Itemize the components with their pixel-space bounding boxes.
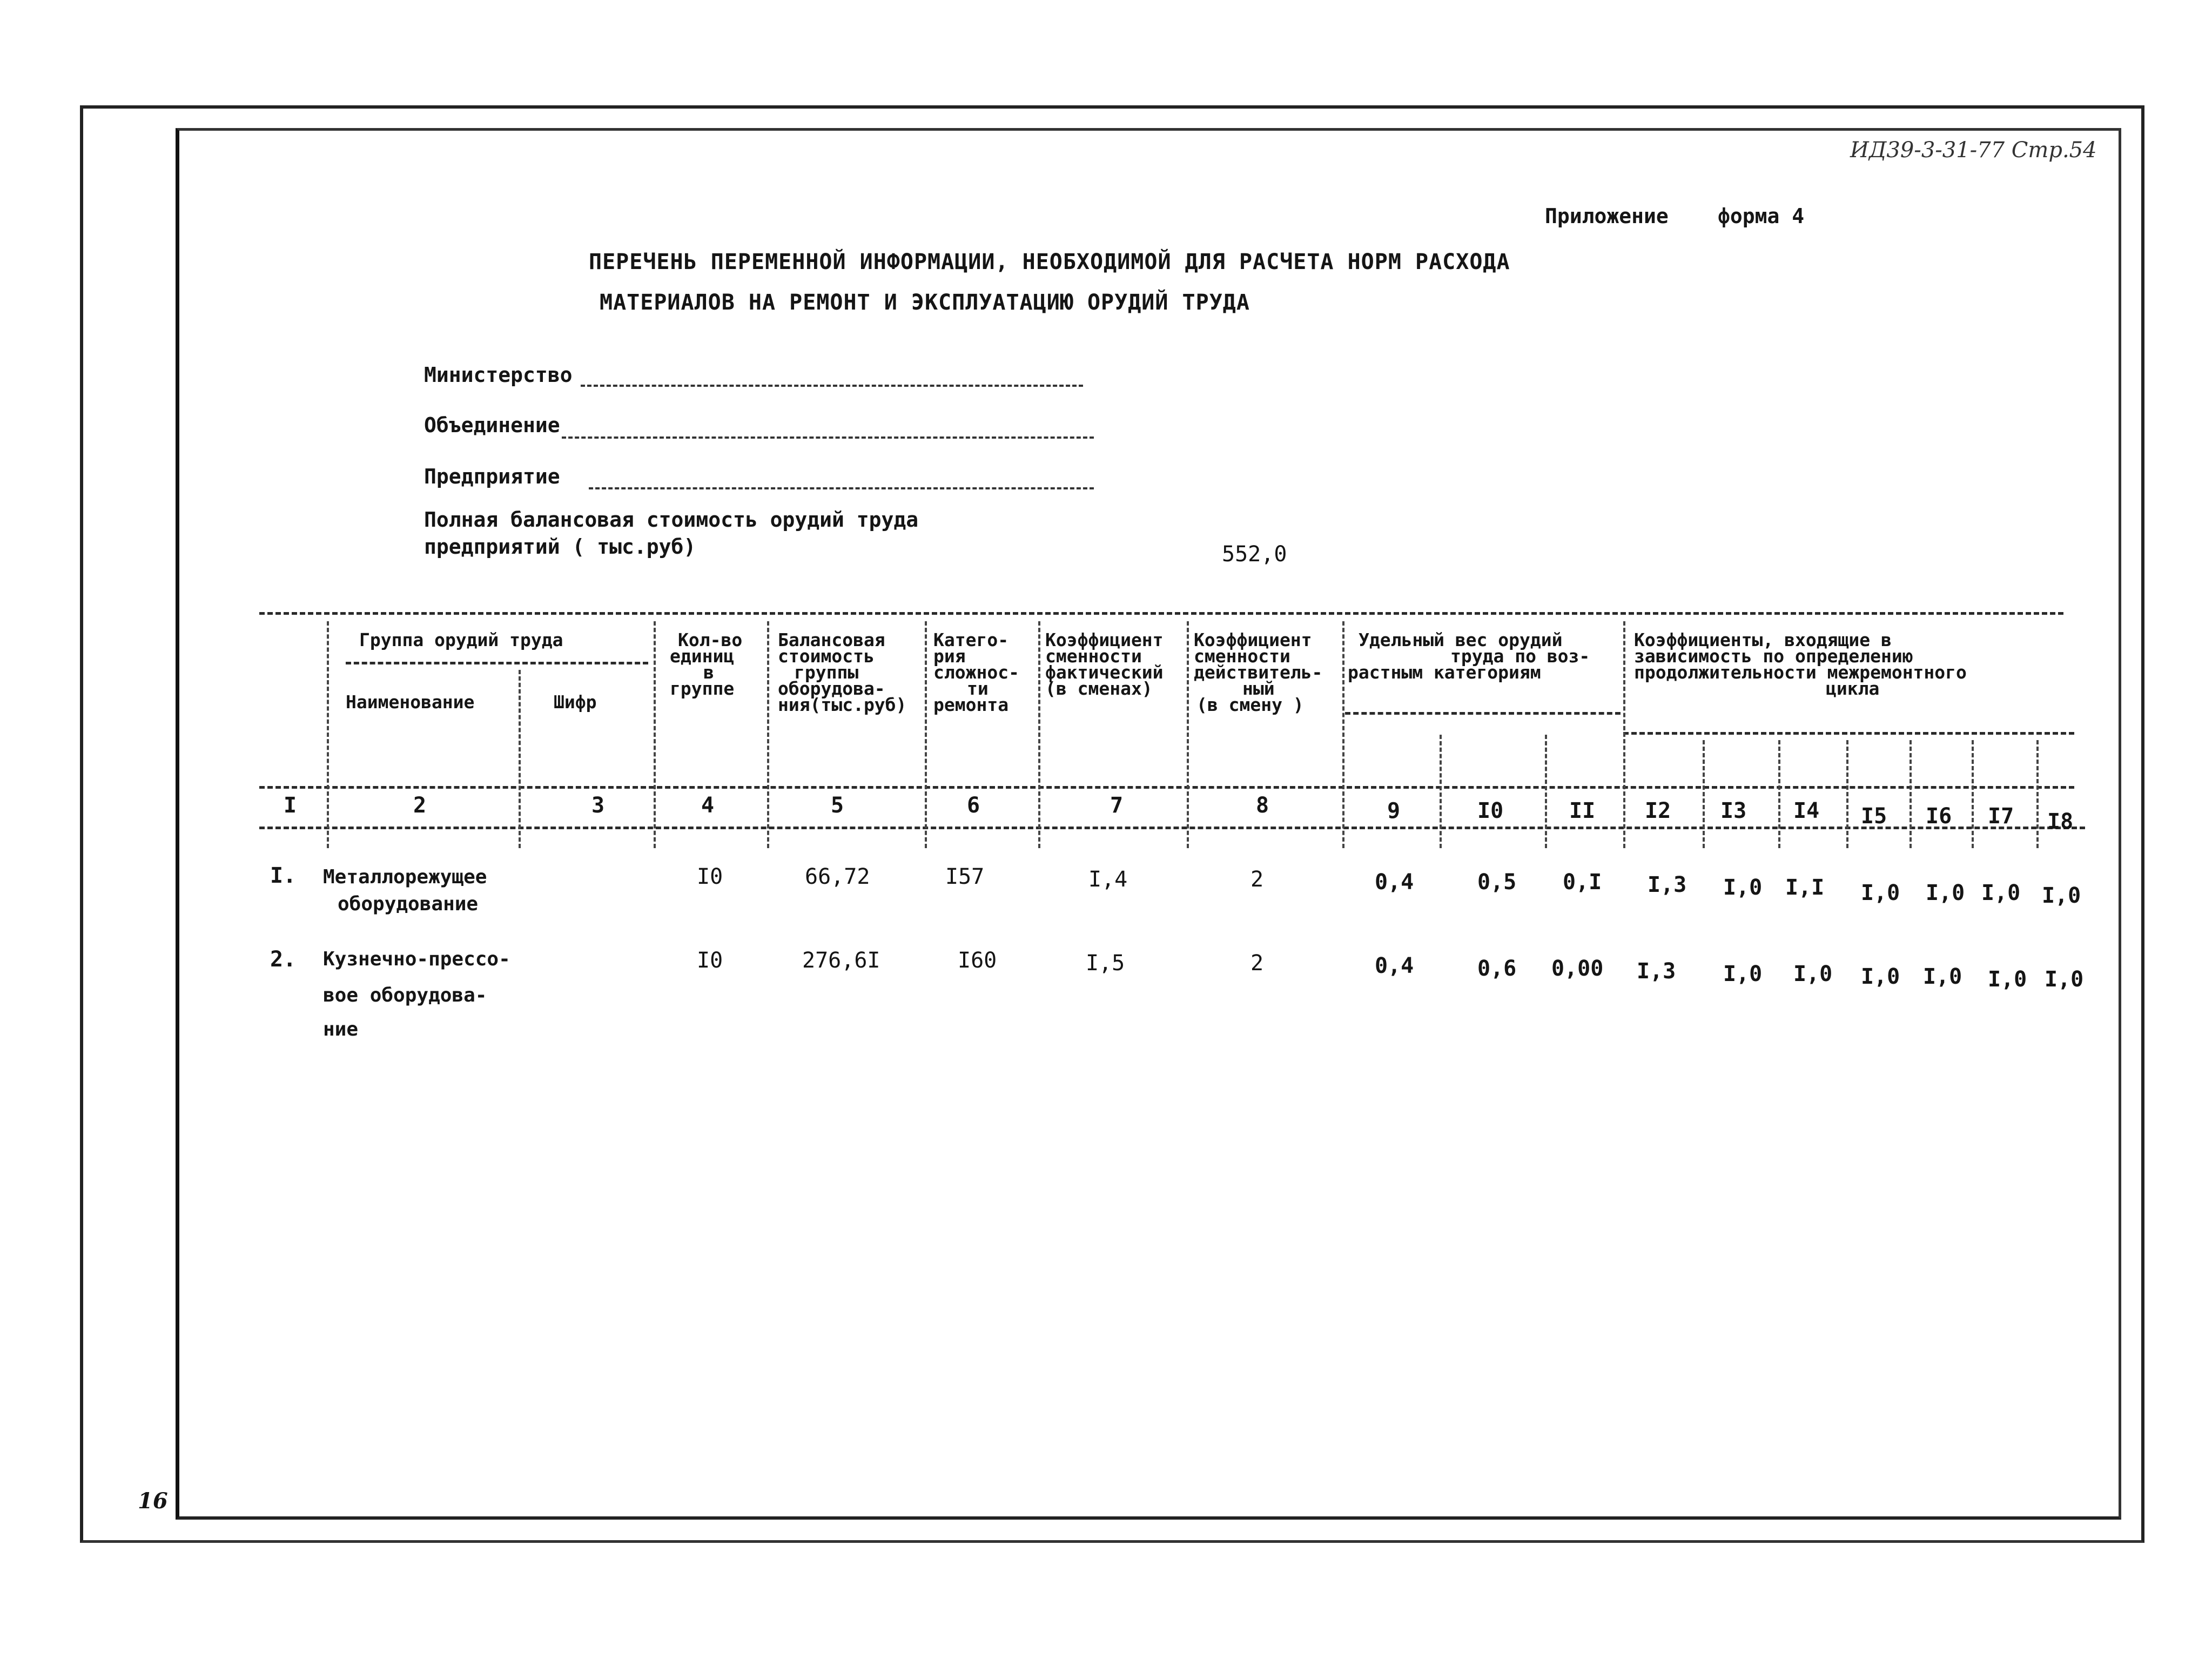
table-row-shift-actual: I,5 xyxy=(1086,951,1125,976)
table-row-cost: 276,6I xyxy=(802,948,880,973)
header-group: Группа орудий труда xyxy=(359,629,563,650)
header-coeff-2: зависимость по определению xyxy=(1634,646,1913,667)
header-category-1: Катего- xyxy=(933,629,1009,650)
header-category-3: сложнос- xyxy=(933,662,1019,683)
sep-7 xyxy=(1187,621,1189,848)
sep-9 xyxy=(1440,735,1442,848)
col-number: I8 xyxy=(2047,809,2074,834)
association-label: Объединение xyxy=(424,413,560,437)
header-qty-2: единиц xyxy=(670,646,735,667)
header-shift-valid-4: ный xyxy=(1242,678,1275,699)
header-category-4: ти xyxy=(967,678,989,699)
header-code: Шифр xyxy=(554,691,597,713)
header-cost-1: Балансовая xyxy=(778,629,885,650)
table-row-shift-valid: 2 xyxy=(1250,951,1264,976)
col-number: 9 xyxy=(1387,798,1401,823)
ministry-line xyxy=(581,385,1083,387)
header-category-5: ремонта xyxy=(933,694,1009,715)
total-cost-label-1: Полная балансовая стоимость орудий труда xyxy=(424,508,919,532)
col-number: I6 xyxy=(1926,804,1952,829)
sep-13 xyxy=(1778,740,1780,848)
table-row-shift-valid: 2 xyxy=(1250,867,1264,892)
table-row-name: Металлорежущее xyxy=(323,866,487,888)
header-shift-actual-4: (в сменах) xyxy=(1045,678,1153,699)
table-top-rule xyxy=(259,612,2063,615)
numbers-top-rule xyxy=(259,786,2074,789)
total-cost-value: 552,0 xyxy=(1222,542,1287,567)
coeff-header-rule xyxy=(1623,732,2074,735)
table-row-category: I60 xyxy=(958,948,997,973)
table-cell: I,0 xyxy=(1981,881,2021,905)
table-row-name: Кузнечно-прессо- xyxy=(323,948,510,970)
weight-header-rule xyxy=(1345,712,1621,715)
header-qty-1: Кол-во xyxy=(678,629,743,650)
sep-8 xyxy=(1342,621,1344,848)
col-number: I xyxy=(284,793,297,818)
header-cost-5: ния(тыс.руб) xyxy=(778,694,907,715)
col-number: II xyxy=(1569,798,1596,823)
header-name: Наименование xyxy=(346,691,475,713)
header-coeff-1: Коэффициенты, входящие в xyxy=(1634,629,1892,650)
sep-11 xyxy=(1623,621,1625,848)
sep-3 xyxy=(654,621,656,848)
col-number: I0 xyxy=(1477,798,1504,823)
table-row-number: 2. xyxy=(270,947,297,972)
group-header-rule xyxy=(346,662,648,664)
header-coeff-4: цикла xyxy=(1826,678,1880,699)
table-cell: 0,4 xyxy=(1375,953,1414,978)
col-number: I7 xyxy=(1988,804,2014,829)
sep-16 xyxy=(1972,740,1974,848)
inner-frame xyxy=(176,128,2121,1520)
header-cost-2: стоимость xyxy=(778,646,875,667)
header-weight-1: Удельный вес орудий xyxy=(1359,629,1563,650)
table-row-cost: 66,72 xyxy=(805,864,870,889)
col-number: 3 xyxy=(591,793,605,818)
sep-10 xyxy=(1545,735,1547,848)
col-number: 8 xyxy=(1256,793,1269,818)
sep-4 xyxy=(767,621,769,848)
header-qty-3: в xyxy=(703,662,714,683)
header-shift-valid-1: Коэффициент xyxy=(1194,629,1312,650)
title-line-1: ПЕРЕЧЕНЬ ПЕРЕМЕННОЙ ИНФОРМАЦИИ, НЕОБХОДИМОЙ ДЛЯ РАСЧЕТА НОРМ РАСХОДА xyxy=(589,250,1510,274)
appendix-label: Приложение xyxy=(1545,204,1669,228)
table-row-name: ние xyxy=(323,1018,359,1040)
table-row-name: вое оборудова- xyxy=(323,984,487,1006)
table-cell: 0,00 xyxy=(1551,956,1604,981)
table-cell: I,3 xyxy=(1648,872,1687,897)
table-cell: I,0 xyxy=(1923,964,1962,989)
table-cell: I,0 xyxy=(1861,881,1900,905)
table-cell: 0,5 xyxy=(1477,870,1517,895)
table-cell: 0,I xyxy=(1563,870,1602,895)
enterprise-line xyxy=(589,487,1094,489)
header-cost-3: группы xyxy=(794,662,859,683)
sep-1 xyxy=(327,621,329,848)
header-shift-actual-2: сменности xyxy=(1045,646,1142,667)
table-row-shift-actual: I,4 xyxy=(1088,867,1128,892)
header-coeff-3: продолжительности межремонтного xyxy=(1634,662,1967,683)
col-number: I3 xyxy=(1720,798,1747,823)
table-row-name: оборудование xyxy=(338,893,479,915)
table-cell: I,0 xyxy=(2045,967,2084,992)
numbers-bottom-rule xyxy=(259,827,2085,829)
sep-12 xyxy=(1703,740,1705,848)
sep-17 xyxy=(2036,740,2039,848)
table-cell: I,0 xyxy=(1988,967,2027,992)
header-shift-valid-3: действитель- xyxy=(1194,662,1323,683)
header-weight-2: труда по воз- xyxy=(1450,646,1590,667)
table-cell: I,0 xyxy=(1861,964,1900,989)
col-number: 6 xyxy=(967,793,980,818)
enterprise-label: Предприятие xyxy=(424,465,560,488)
sep-14 xyxy=(1846,740,1848,848)
document-stamp: ИД39-3-31-77 Стр.54 xyxy=(1850,138,2097,163)
form-label: форма 4 xyxy=(1718,204,1805,228)
table-cell: I,0 xyxy=(1793,962,1833,986)
col-number: 7 xyxy=(1110,793,1124,818)
sep-6 xyxy=(1038,621,1040,848)
header-shift-valid-5: (в смену ) xyxy=(1196,694,1304,715)
page-mark: 16 xyxy=(138,1488,168,1514)
header-weight-3: растным категориям xyxy=(1348,662,1541,683)
header-category-2: рия xyxy=(933,646,966,667)
table-row-qty: I0 xyxy=(697,948,723,973)
table-row-number: I. xyxy=(270,863,297,888)
sep-5 xyxy=(925,621,927,848)
table-row-qty: I0 xyxy=(697,864,723,889)
ministry-label: Министерство xyxy=(424,363,573,387)
col-number: 2 xyxy=(413,793,427,818)
sep-15 xyxy=(1910,740,1912,848)
total-cost-label-2: предприятий ( тыс.руб) xyxy=(424,535,696,559)
table-cell: I,0 xyxy=(1723,962,1763,986)
table-cell: I,I xyxy=(1785,875,1825,900)
table-row-category: I57 xyxy=(945,864,985,889)
col-number: I5 xyxy=(1861,804,1887,829)
header-qty-4: группе xyxy=(670,678,735,699)
col-number: I4 xyxy=(1793,798,1820,823)
header-shift-actual-3: фактический xyxy=(1045,662,1164,683)
association-line xyxy=(562,436,1094,439)
header-shift-actual-1: Коэффициент xyxy=(1045,629,1164,650)
col-number: 5 xyxy=(831,793,844,818)
col-number: I2 xyxy=(1645,798,1671,823)
table-cell: 0,4 xyxy=(1375,870,1414,895)
table-cell: 0,6 xyxy=(1477,956,1517,981)
table-cell: I,3 xyxy=(1637,959,1676,984)
title-line-2: МАТЕРИАЛОВ НА РЕМОНТ И ЭКСПЛУАТАЦИЮ ОРУДИЙ ТРУДА xyxy=(600,290,1250,315)
col-number: 4 xyxy=(701,793,715,818)
table-cell: I,0 xyxy=(2042,883,2081,908)
header-cost-4: оборудова- xyxy=(778,678,885,699)
table-cell: I,0 xyxy=(1926,881,1965,905)
sep-2 xyxy=(519,670,521,848)
header-shift-valid-2: сменности xyxy=(1194,646,1290,667)
table-cell: I,0 xyxy=(1723,875,1763,900)
